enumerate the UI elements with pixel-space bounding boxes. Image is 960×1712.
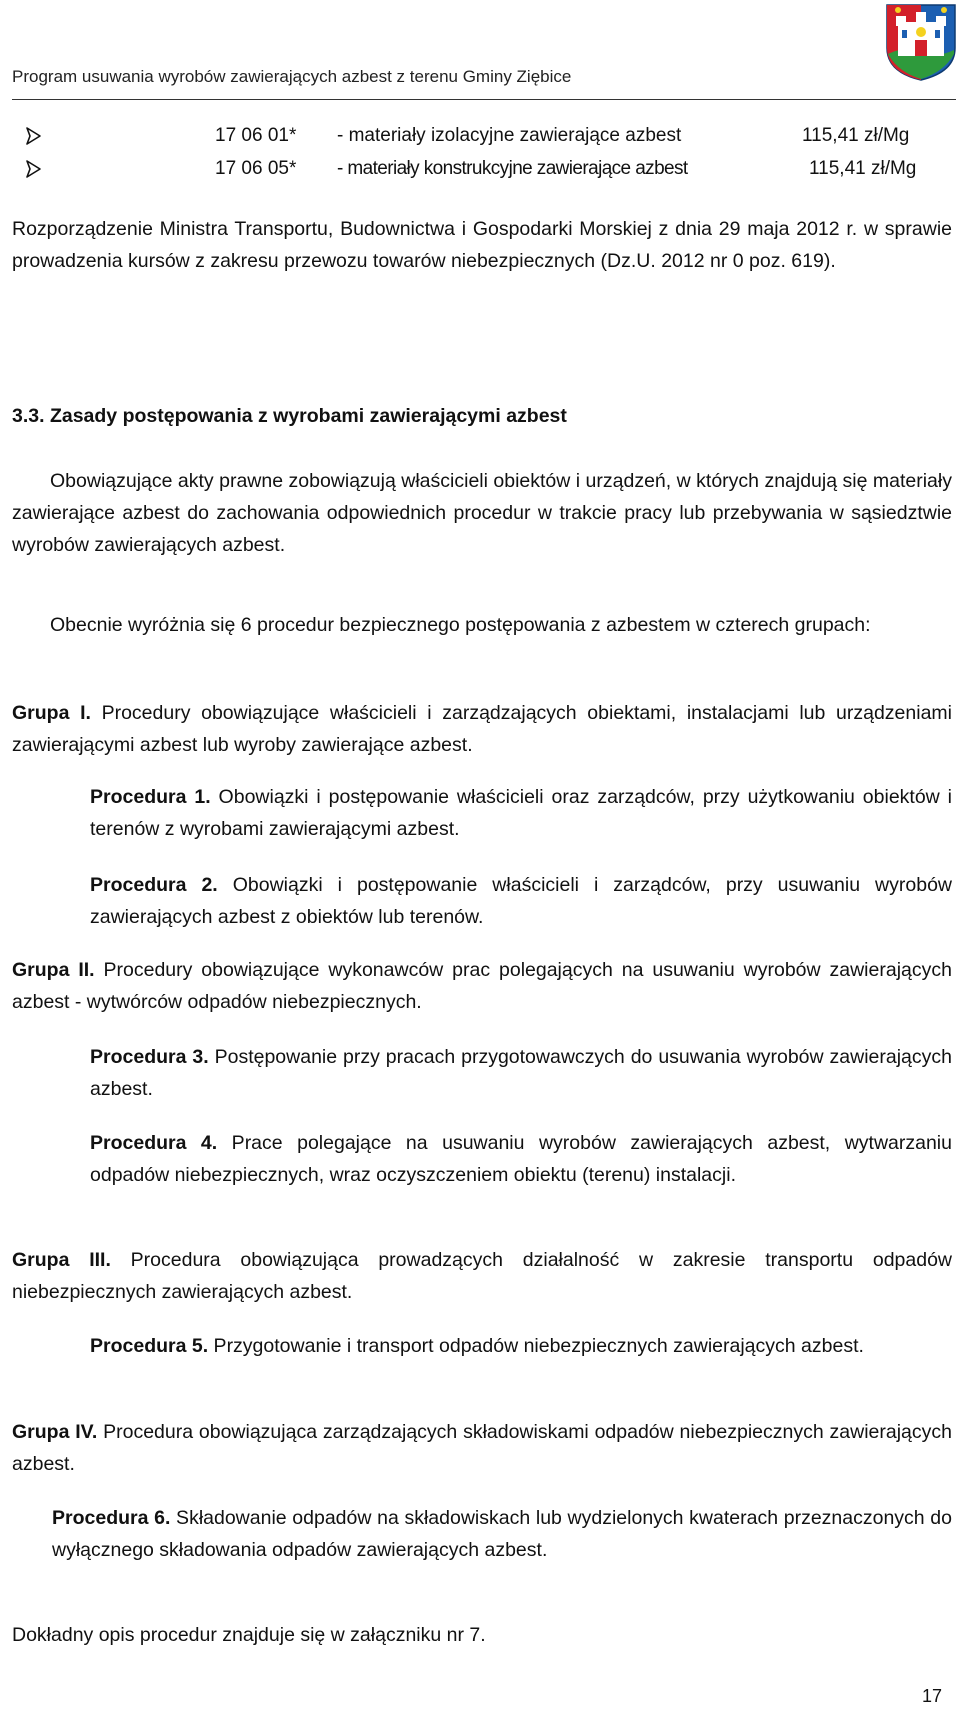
procedure-label: Procedura 6. — [52, 1507, 171, 1529]
page-number: 17 — [922, 1686, 943, 1706]
procedure-paragraph — [90, 869, 952, 933]
waste-description: - materiały konstrukcyjne zawierające azbest — [337, 158, 688, 179]
group-text: Procedury obowiązujące właścicieli i zarządzających obiektami, instalacjami lub urządzeniami zawierającymi azbest lub wyroby zawierające azbest. — [12, 702, 952, 756]
procedure-paragraph — [90, 781, 952, 845]
regulation-paragraph: Rozporządzenie Ministra Transportu, Budownictwa i Gospodarki Morskiej z dnia 29 maja 2012 r. w sprawie prowadzenia kursów z zakresu przewozu towarów niebezpiecznych (Dz.U. 2012 nr 0 poz. 619). — [12, 218, 952, 272]
group-paragraph — [12, 954, 952, 1018]
waste-description: - materiały izolacyjne zawierające azbest — [337, 125, 682, 146]
arrow-bullet-icon — [22, 158, 44, 180]
procedure-text: Przygotowanie i transport odpadów niebezpiecznych zawierających azbest. — [208, 1335, 864, 1357]
waste-code: 17 06 05* — [215, 158, 297, 179]
intro-paragraph: Obecnie wyróżnia się 6 procedur bezpiecznego postępowania z azbestem w czterech grupach: — [50, 614, 871, 636]
procedure-label: Procedura 4. — [90, 1132, 218, 1154]
group-label: Grupa II. — [12, 959, 95, 981]
group-paragraph — [12, 1416, 952, 1480]
procedure-text: Obowiązki i postępowanie właścicieli oraz zarządców, przy użytkowaniu obiektów i terenów z wyrobami zawierającymi azbest. — [90, 786, 953, 840]
procedure-paragraph — [90, 1330, 952, 1362]
procedure-text: Prace polegające na usuwaniu wyrobów zawierających azbest, wytwarzaniu odpadów niebezpiecznych, wraz oczyszczeniem obiektu (terenu) instalacji. — [90, 1132, 952, 1186]
arrow-bullet-icon — [22, 125, 44, 147]
waste-code: 17 06 01* — [215, 125, 297, 146]
group-paragraph — [12, 1244, 952, 1308]
procedure-paragraph — [90, 1127, 952, 1191]
procedure-text: Składowanie odpadów na składowiskach lub wydzielonych kwaterach przeznaczonych do wyłącznego składowania odpadów zawierających azbest. — [52, 1507, 952, 1561]
waste-price: 115,41 zł/Mg — [809, 158, 917, 179]
list-item — [12, 125, 952, 158]
procedure-label: Procedura 3. — [90, 1046, 209, 1068]
group-paragraph — [12, 697, 952, 761]
group-label: Grupa I. — [12, 702, 91, 724]
procedure-label: Procedura 1. — [90, 786, 211, 808]
procedure-paragraph — [52, 1502, 952, 1566]
procedure-label: Procedura 5. — [90, 1335, 209, 1357]
section-heading: 3.3. Zasady postępowania z wyrobami zawierającymi azbest — [12, 405, 567, 427]
list-item — [12, 158, 952, 191]
group-label: Grupa IV. — [12, 1421, 98, 1443]
procedure-paragraph — [90, 1041, 952, 1105]
header-divider — [12, 99, 956, 100]
procedure-text: Postępowanie przy pracach przygotowawczych do usuwania wyrobów zawierających azbest. — [90, 1046, 952, 1100]
header-title: Program usuwania wyrobów zawierających azbest z terenu Gminy Ziębice — [12, 67, 572, 86]
municipal-crest-icon — [884, 2, 958, 82]
group-text: Procedura obowiązująca prowadzących działalność w zakresie transportu odpadów niebezpiecznych zawierających azbest. — [12, 1249, 952, 1303]
procedure-label: Procedura 2. — [90, 874, 218, 896]
intro-paragraph: Obowiązujące akty prawne zobowiązują właścicieli obiektów i urządzeń, w których znajdują się materiały zawierające azbest do zachowania odpowiednich procedur w trakcie pracy lub przebywania w sąsiedztwie wyrobów zawierających azbest. — [12, 470, 952, 556]
waste-code-list — [12, 125, 952, 191]
waste-price: 115,41 zł/Mg — [802, 125, 910, 146]
footer-note: Dokładny opis procedur znajduje się w załączniku nr 7. — [12, 1624, 486, 1646]
group-text: Procedura obowiązująca zarządzających składowiskami odpadów niebezpiecznych zawierających azbest. — [12, 1421, 952, 1475]
procedure-text: Obowiązki i postępowanie właścicieli i zarządców, przy usuwaniu wyrobów zawierających azbest z obiektów lub terenów. — [90, 874, 952, 928]
group-label: Grupa III. — [12, 1249, 111, 1271]
group-text: Procedury obowiązujące wykonawców prac polegających na usuwaniu wyrobów zawierających azbest - wytwórców odpadów niebezpiecznych. — [12, 959, 952, 1013]
